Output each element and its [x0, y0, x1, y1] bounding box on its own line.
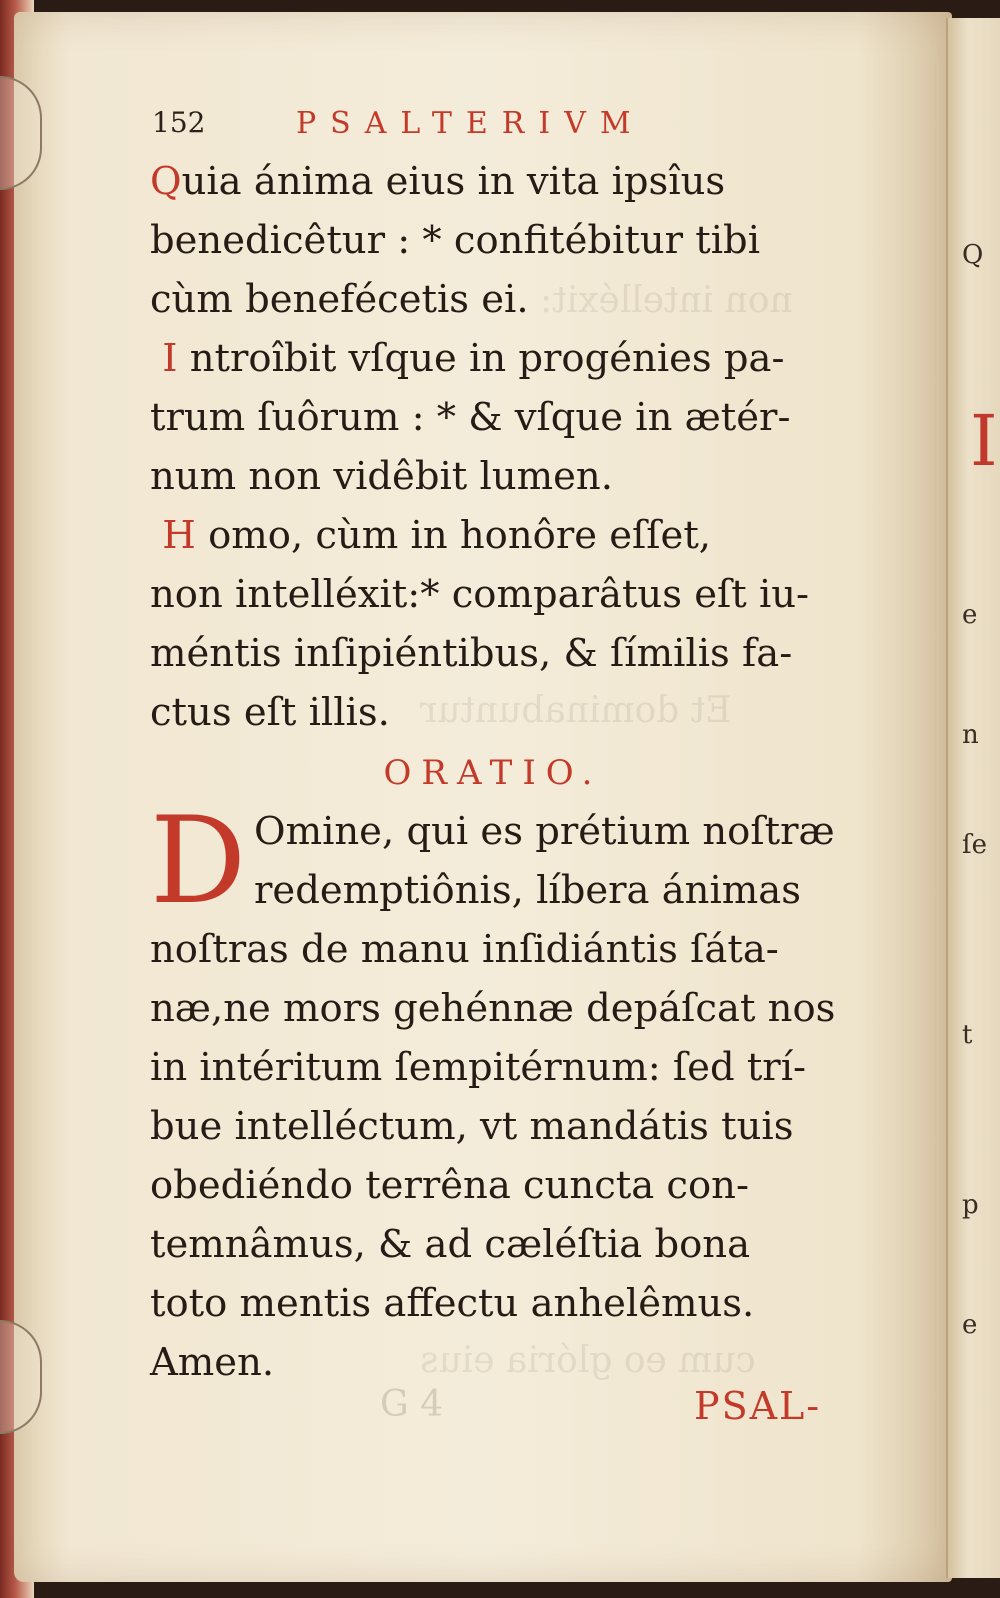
- show-through-text: cum eo glória eius: [420, 1340, 756, 1381]
- red-initial: Q: [150, 159, 182, 204]
- page-text: [150, 152, 836, 1392]
- running-header: [152, 104, 832, 144]
- text-line: Amen.: [150, 1340, 275, 1385]
- text-line: méntis inſipiéntibus, & ſímilis fa-: [150, 631, 793, 676]
- prayer: [150, 792, 836, 1392]
- red-initial: I: [162, 336, 178, 381]
- facing-page-fragment: e: [962, 600, 978, 630]
- facing-page-edge: [946, 18, 1000, 1578]
- text-line: num non vidêbit lumen.: [150, 454, 613, 499]
- line-text: ntroîbit vſque in progénies pa-: [189, 336, 785, 381]
- drop-cap-initial: D: [150, 792, 247, 931]
- facing-page-fragment: n: [962, 720, 979, 750]
- facing-page-fragment: t: [962, 1020, 973, 1050]
- page-number: 152: [152, 106, 206, 139]
- text-line: ctus eſt illis.: [150, 690, 390, 735]
- line-text: uia ánima eius in vita ipsîus: [181, 159, 726, 204]
- verse: [150, 152, 836, 329]
- text-line: obediéndo terrêna cuncta con-: [150, 1163, 749, 1208]
- text-line: temnâmus, & ad cæléſtia bona: [150, 1222, 751, 1267]
- facing-page-fragment: p: [962, 1190, 979, 1220]
- text-line: non intelléxit:* comparâtus eſt iu-: [150, 572, 810, 617]
- catchword: PSAL-: [694, 1384, 822, 1428]
- text-line: næ,ne mors gehénnæ depáſcat nos: [150, 986, 836, 1031]
- facing-page-initial: I: [970, 400, 998, 482]
- text-line: toto mentis affectu anhelêmus.: [150, 1281, 755, 1326]
- facing-page-fragment: Q: [962, 240, 984, 270]
- line-text: omo, cùm in honôre eſſet,: [208, 513, 712, 558]
- text-line: noſtras de manu inſidiántis ſáta-: [150, 927, 779, 972]
- text-line: [150, 506, 836, 565]
- verse: [150, 506, 836, 742]
- verse: [150, 329, 836, 506]
- text-line: in intéritum ſempitérnum: ſed trí-: [150, 1045, 807, 1090]
- facing-page-fragment: e: [962, 1310, 978, 1340]
- text-line: Omine, qui es prétium noſtræ: [254, 809, 835, 854]
- text-line: [150, 152, 836, 211]
- red-initial: H: [162, 513, 196, 558]
- section-heading: ORATIO.: [383, 753, 603, 793]
- show-through-text: Et dominabuntur: [420, 690, 732, 731]
- show-through-text: non intelléxit:: [540, 280, 793, 321]
- text-line: redemptiônis, líbera ánimas: [254, 868, 802, 913]
- signature-mark: G 4: [380, 1384, 444, 1425]
- text-line: [150, 329, 836, 388]
- running-title: PSALTERIVM: [296, 106, 645, 141]
- facing-page-fragment: ſe: [962, 830, 988, 860]
- text-line: cùm benefécetis ei.: [150, 277, 529, 322]
- text-line: bue intelléctum, vt mandátis tuis: [150, 1104, 794, 1149]
- text-line: benedicêtur : * confitébitur tibi: [150, 218, 761, 263]
- text-line: trum ſuôrum : * & vſque in ætér-: [150, 395, 791, 440]
